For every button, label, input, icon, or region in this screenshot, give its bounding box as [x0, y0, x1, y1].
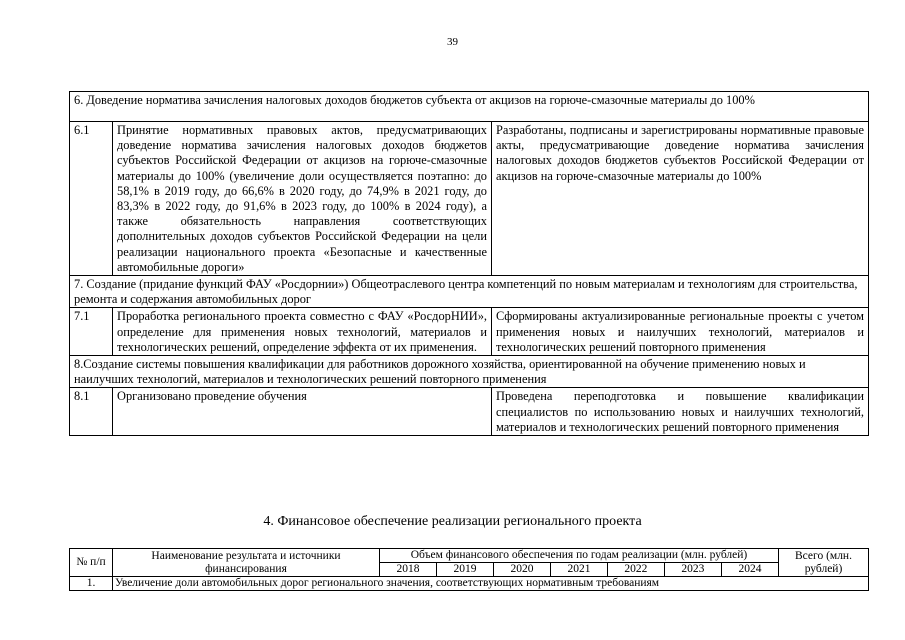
header-row: [70, 549, 869, 563]
row-number: 8.1: [70, 388, 113, 436]
row-number: 6.1: [70, 122, 113, 276]
result-cell: Сформированы актуализированные региональные проекты с учетом применения новых и наилучших технологий, материалов и технологических решений повторного применения: [492, 308, 869, 356]
table-row: [70, 388, 869, 436]
col-total-header: Всего (млн. рублей): [779, 549, 869, 577]
table-row: [70, 308, 869, 356]
year-header: 2023: [664, 563, 721, 577]
result-cell: Разработаны, подписаны и зарегистрированы нормативные правовые акты, предусматривающие доведение норматива зачисления налоговых доходов бюджетов субъектов Российской Федерации от акцизов на горюче-смазочные материалы до 100%: [492, 122, 869, 276]
year-header: 2020: [493, 563, 550, 577]
page-number: 39: [447, 36, 458, 48]
section-row: [70, 276, 869, 308]
year-header: 2019: [436, 563, 493, 577]
col-volume-header: Объем финансового обеспечения по годам реализации (млн. рублей): [380, 549, 779, 563]
task-cell: Организовано проведение обучения: [113, 388, 492, 436]
financing-table: [69, 548, 869, 591]
result-cell: Проведена переподготовка и повышение квалификации специалистов по использованию новых и наилучших технологий, материалов и технологических решений повторного применения: [492, 388, 869, 436]
section-6-heading: 6. Доведение норматива зачисления налоговых доходов бюджетов субъекта от акцизов на горюче-смазочные материалы до 100%: [70, 92, 869, 122]
section-row: [70, 356, 869, 388]
year-header: 2024: [721, 563, 778, 577]
col-number-header: № п/п: [70, 549, 113, 577]
task-cell: Проработка регионального проекта совместно с ФАУ «РосдорНИИ», определение для применения новых технологий, материалов и технологических решений, определение эффекта от их применения.: [113, 308, 492, 356]
year-header: 2018: [380, 563, 437, 577]
table-row: [70, 122, 869, 276]
result-name-cell: Увеличение доли автомобильных дорог регионального значения, соответствующих нормативным требованиям: [113, 577, 869, 591]
task-cell: Принятие нормативных правовых актов, предусматривающих доведение норматива зачисления налоговых доходов бюджетов субъектов Российской Федерации от акцизов на горюче-смазочные материалы до 100% (увеличение доли осуществляется поэтапно: до 58,1% в 2019 году, до 66,6% в 2020 году, до 74,9% в 2021 году, до 83,3% в 2022 году, до 91,6% в 2023 году, до 100% в 2024 году), а также обязательность направления соответствующих дополнительных доходов субъектов Российской Федерации на цели реализации национального проекта «Безопасные и качественные автомобильные дороги»: [113, 122, 492, 276]
row-number: 1.: [70, 577, 113, 591]
table-row: [70, 577, 869, 591]
section-8-heading: 8.Создание системы повышения квалификации для работников дорожного хозяйства, ориентированной на обучение применению новых и наилучших технологий, материалов и технологических решений повторного применения: [70, 356, 869, 388]
row-number: 7.1: [70, 308, 113, 356]
results-table: [69, 91, 869, 436]
section-4-title: 4. Финансовое обеспечение реализации регионального проекта: [263, 514, 642, 529]
section-row: [70, 92, 869, 122]
year-header: 2022: [607, 563, 664, 577]
section-7-heading: 7. Создание (придание функций ФАУ «Росдорнии») Общеотраслевого центра компетенций по новым материалам и технологиям для строительства, ремонта и содержания автомобильных дорог: [70, 276, 869, 308]
year-header: 2021: [550, 563, 607, 577]
col-name-header: Наименование результата и источники финансирования: [113, 549, 380, 577]
